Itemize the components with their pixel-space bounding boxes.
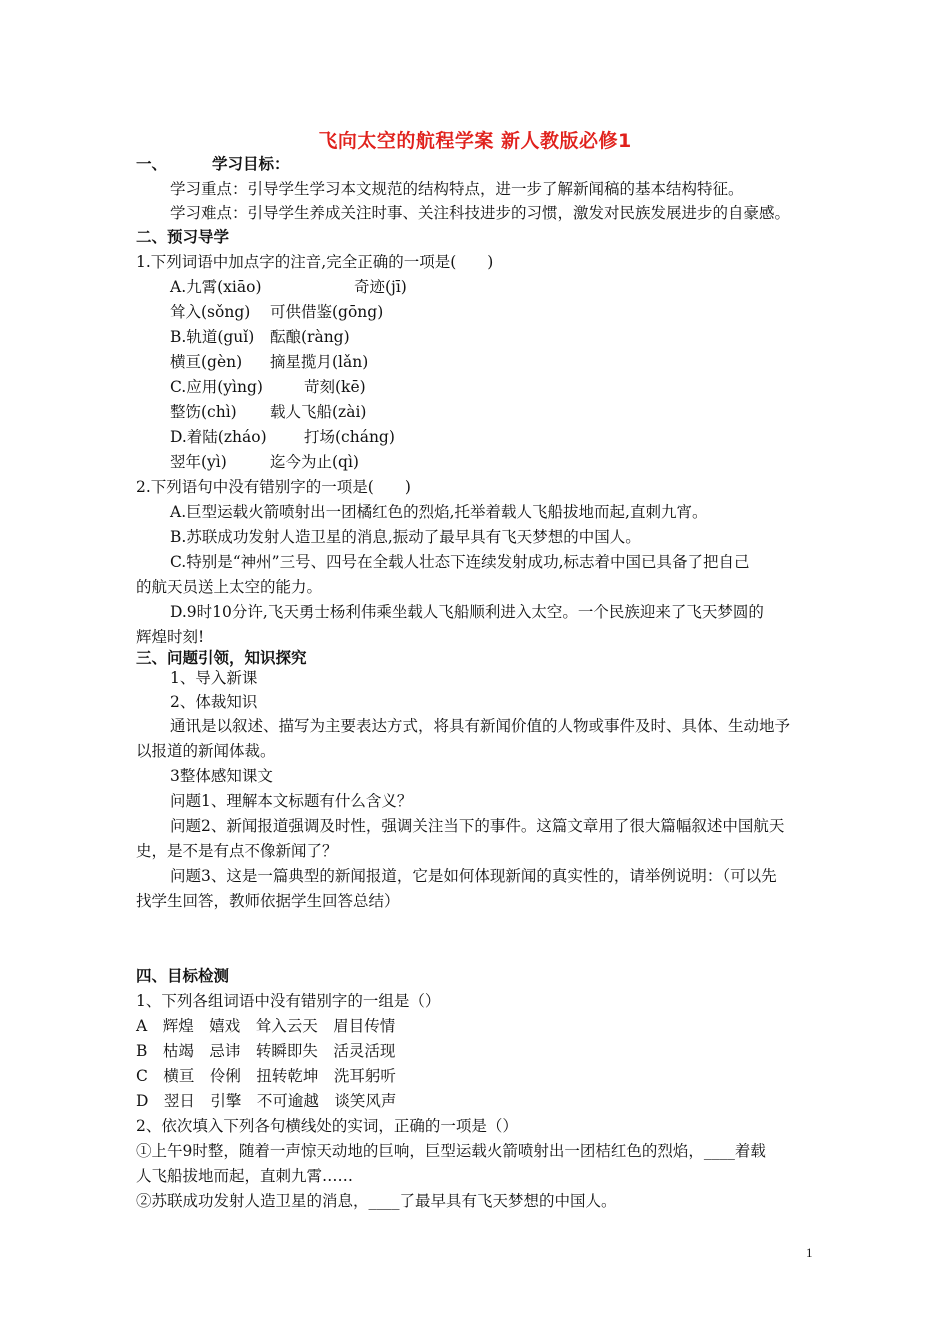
question-2: 2.下列语句中没有错别字的一项是( ) xyxy=(136,478,411,496)
section-4-heading: 四、目标检测 xyxy=(136,967,230,985)
q1-option-a-3: 耸入(sǒng) xyxy=(170,303,251,321)
q1-option-d-4: 迄今为止(qì) xyxy=(270,453,359,471)
q1-option-c-1: C.应用(yìng) xyxy=(170,378,263,396)
t2-sentence-2: ②苏联成功发射人造卫星的消息，____了最早具有飞天梦想的中国人。 xyxy=(136,1192,617,1210)
s3-item-3: 3整体感知课文 xyxy=(170,767,273,785)
page-number: 1 xyxy=(806,1245,813,1260)
s3-question-3-line-1: 问题3、这是一篇典型的新闻报道，它是如何体现新闻的真实性的，请举例说明：（可以先 xyxy=(170,867,777,885)
q2-option-d-line-1: D.9时10分许,飞天勇士杨利伟乘坐载人飞船顺利进入太空。一个民族迎来了飞天梦圆的 xyxy=(170,603,764,621)
s3-question-2-line-2: 史，是不是有点不像新闻了？ xyxy=(136,842,338,860)
genre-paragraph-line-1: 通讯是以叙述、描写为主要表达方式，将具有新闻价值的人物或事件及时、具体、生动地予 xyxy=(170,717,791,735)
q1-option-d-1: D.着陆(zháo) xyxy=(170,428,267,446)
t2-sentence-1-line-1: ①上午9时整，随着一声惊天动地的巨响，巨型运载火箭喷射出一团桔红色的烈焰，____着载 xyxy=(136,1142,766,1160)
q1-option-c-3: 整饬(chì) xyxy=(170,403,237,421)
goal-key-point: 学习重点：引导学生学习本文规范的结构特点，进一步了解新闻稿的基本结构特征。 xyxy=(170,180,744,198)
q1-option-b-1: B.轨道(guǐ) xyxy=(170,328,255,346)
t1-option-c: C 横亘 伶俐 扭转乾坤 洗耳躬听 xyxy=(136,1067,396,1085)
genre-paragraph-line-2: 以报道的新闻体裁。 xyxy=(136,742,276,760)
s3-item-1: 1、导入新课 xyxy=(170,669,258,687)
q1-option-c-4: 载人飞船(zài) xyxy=(270,403,367,421)
q1-option-a-4: 可供借鉴(gōng) xyxy=(270,303,384,321)
s3-item-2: 2、体裁知识 xyxy=(170,693,258,711)
s3-question-1: 问题1、理解本文标题有什么含义？ xyxy=(170,792,413,810)
q1-option-c-2: 苛刻(kē) xyxy=(304,378,366,396)
section-1-heading: 学习目标： xyxy=(212,155,290,173)
q1-option-b-3: 横亘(gèn) xyxy=(170,353,243,371)
s3-question-3-line-2: 找学生回答，教师依据学生回答总结） xyxy=(136,892,400,910)
t1-option-a: A 辉煌 嬉戏 耸入云天 眉目传情 xyxy=(136,1017,396,1035)
q2-option-b: B.苏联成功发射人造卫星的消息,振动了最早具有飞天梦想的中国人。 xyxy=(170,528,641,546)
section-2-heading: 二、预习导学 xyxy=(136,228,230,246)
q2-option-c-line-1: C.特别是“神州”三号、四号在全载人壮态下连续发射成功,标志着中国已具备了把自己 xyxy=(170,553,750,571)
page-title: 飞向太空的航程学案 新人教版必修1 xyxy=(318,130,632,152)
t1-option-d: D 翌日 引擎 不可逾越 谈笑风声 xyxy=(136,1092,397,1110)
section-1-number: 一、 xyxy=(136,155,168,173)
goal-difficult-point: 学习难点：引导学生养成关注时事、关注科技进步的习惯，激发对民族发展进步的自豪感。 xyxy=(170,204,791,222)
q2-option-d-line-2: 辉煌时刻! xyxy=(136,628,205,646)
question-1: 1.下列词语中加点字的注音,完全正确的一项是( ) xyxy=(136,253,494,271)
t2-sentence-1-line-2: 人飞船拔地而起，直刺九霄…… xyxy=(136,1167,354,1185)
q1-option-a-1: A.九霄(xiāo) xyxy=(170,278,262,296)
test-question-1: 1、下列各组词语中没有错别字的一组是（） xyxy=(136,992,441,1010)
q2-option-c-line-2: 的航天员送上太空的能力。 xyxy=(136,578,323,596)
q1-option-d-2: 打场(cháng) xyxy=(304,428,395,446)
section-3-heading: 三、问题引领，知识探究 xyxy=(136,649,307,667)
q1-option-b-4: 摘星揽月(lǎn) xyxy=(270,353,369,371)
q1-option-a-2: 奇迹(jī) xyxy=(354,278,407,296)
t1-option-b: B 枯竭 忌讳 转瞬即失 活灵活现 xyxy=(136,1042,396,1060)
q1-option-b-2: 酝酿(ràng) xyxy=(270,328,350,346)
s3-question-2-line-1: 问题2、新闻报道强调及时性，强调关注当下的事件。这篇文章用了很大篇幅叙述中国航天 xyxy=(170,817,785,835)
q1-option-d-3: 翌年(yì) xyxy=(170,453,227,471)
test-question-2: 2、依次填入下列各句横线处的实词，正确的一项是（） xyxy=(136,1117,518,1135)
q2-option-a: A.巨型运载火箭喷射出一团橘红色的烈焰,托举着载人飞船拔地而起,直刺九宵。 xyxy=(170,503,708,521)
